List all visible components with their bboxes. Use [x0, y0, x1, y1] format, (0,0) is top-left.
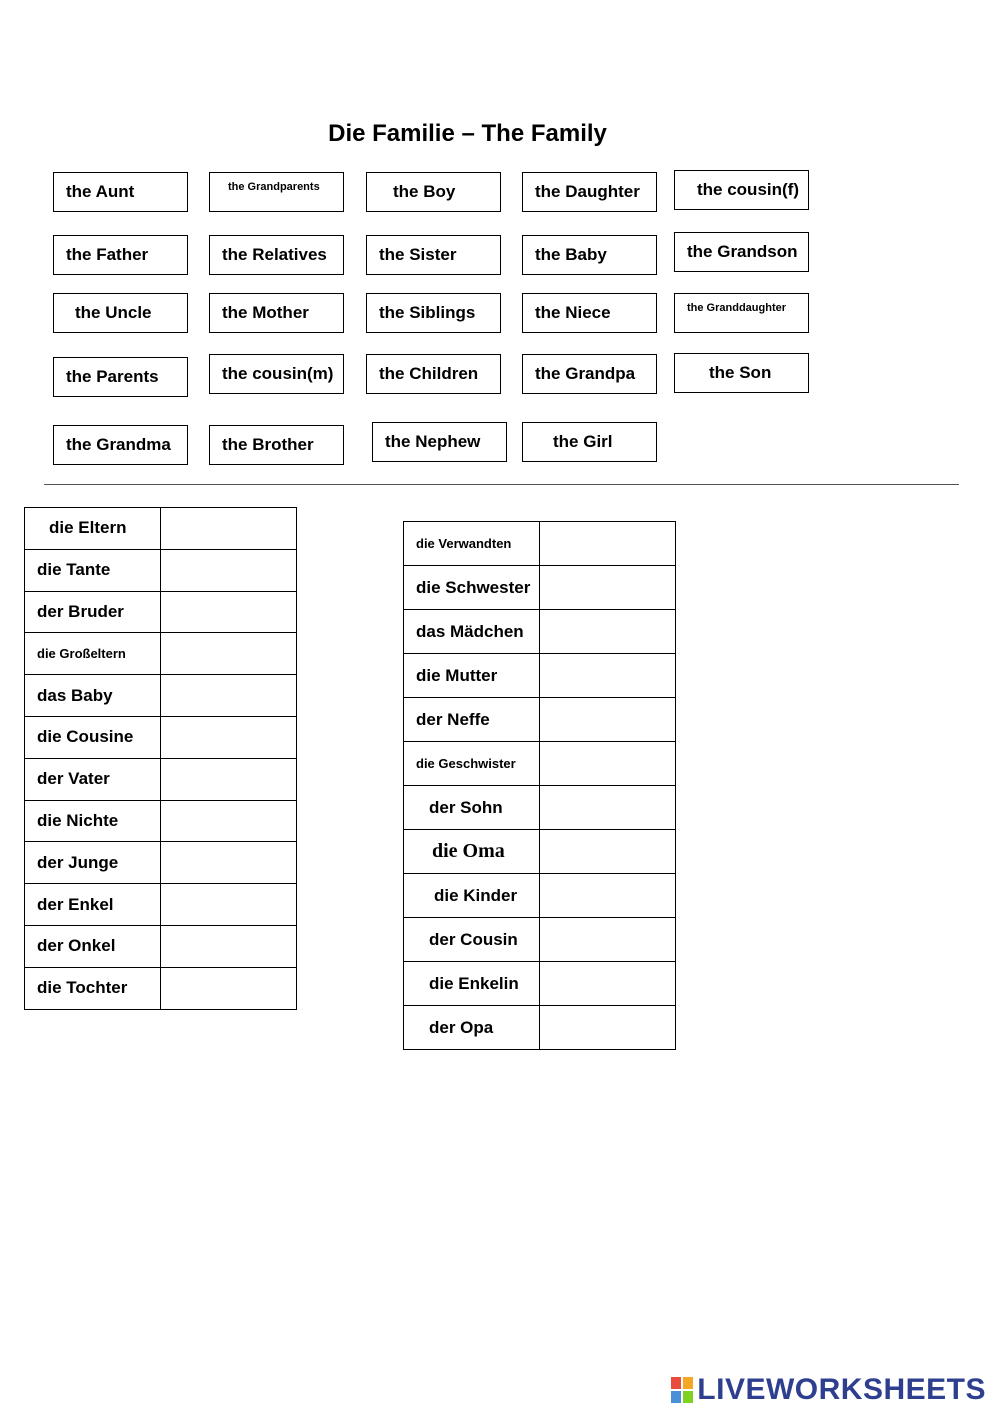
left-matching-table: [24, 507, 297, 1010]
answer-input[interactable]: [540, 700, 675, 740]
table-row: [25, 675, 297, 717]
answer-input[interactable]: [161, 550, 296, 590]
table-row: [404, 566, 676, 610]
word-bank-item[interactable]: the Granddaughter: [674, 293, 809, 333]
table-row: [25, 800, 297, 842]
logo-square: [683, 1377, 693, 1389]
answer-input[interactable]: [161, 592, 296, 632]
german-word: die Geschwister: [404, 742, 540, 786]
german-word: die Mutter: [404, 654, 540, 698]
answer-cell[interactable]: [540, 654, 676, 698]
german-word: die Tochter: [25, 967, 161, 1009]
logo-square: [683, 1391, 693, 1403]
word-bank-item[interactable]: the Grandson: [674, 232, 809, 272]
word-bank-item[interactable]: the Grandpa: [522, 354, 657, 394]
german-word: der Neffe: [404, 698, 540, 742]
answer-cell[interactable]: [540, 830, 676, 874]
answer-input[interactable]: [161, 968, 296, 1008]
answer-input[interactable]: [161, 885, 296, 925]
answer-cell[interactable]: [540, 918, 676, 962]
table-row: [404, 874, 676, 918]
answer-input[interactable]: [540, 1008, 675, 1048]
german-word: der Cousin: [404, 918, 540, 962]
word-bank-item[interactable]: the Uncle: [53, 293, 188, 333]
word-bank-item[interactable]: the Boy: [366, 172, 501, 212]
answer-cell[interactable]: [161, 967, 297, 1009]
german-word: die Enkelin: [404, 962, 540, 1006]
word-bank-item[interactable]: the Aunt: [53, 172, 188, 212]
answer-cell[interactable]: [540, 874, 676, 918]
answer-input[interactable]: [161, 717, 296, 757]
word-bank-item[interactable]: the Baby: [522, 235, 657, 275]
word-bank-item[interactable]: the Father: [53, 235, 188, 275]
answer-cell[interactable]: [540, 522, 676, 566]
answer-input[interactable]: [540, 744, 675, 784]
word-bank-item[interactable]: the Mother: [209, 293, 344, 333]
answer-cell[interactable]: [161, 508, 297, 550]
word-bank-item[interactable]: the Parents: [53, 357, 188, 397]
answer-input[interactable]: [540, 524, 675, 564]
answer-cell[interactable]: [540, 566, 676, 610]
answer-input[interactable]: [540, 876, 675, 916]
table-row: [25, 591, 297, 633]
answer-input[interactable]: [161, 801, 296, 841]
liveworksheets-logo: [671, 1373, 986, 1407]
table-row: [25, 884, 297, 926]
page-title: Die Familie – The Family: [328, 120, 607, 147]
word-bank-item[interactable]: the Niece: [522, 293, 657, 333]
table-row: [404, 830, 676, 874]
answer-cell[interactable]: [540, 786, 676, 830]
german-word: die Cousine: [25, 716, 161, 758]
word-bank-item[interactable]: the Daughter: [522, 172, 657, 212]
german-word: die Kinder: [404, 874, 540, 918]
word-bank-item[interactable]: the Son: [674, 353, 809, 393]
logo-square: [671, 1391, 681, 1403]
table-row: [404, 698, 676, 742]
section-divider: [44, 484, 959, 485]
word-bank-item[interactable]: the cousin(m): [209, 354, 344, 394]
answer-cell[interactable]: [540, 962, 676, 1006]
answer-input[interactable]: [161, 759, 296, 799]
word-bank-item[interactable]: the Children: [366, 354, 501, 394]
german-word: der Vater: [25, 758, 161, 800]
answer-cell[interactable]: [161, 925, 297, 967]
answer-cell[interactable]: [161, 675, 297, 717]
word-bank-item[interactable]: the Girl: [522, 422, 657, 462]
german-word: das Mädchen: [404, 610, 540, 654]
answer-input[interactable]: [540, 832, 675, 872]
german-word: der Bruder: [25, 591, 161, 633]
german-word: der Enkel: [25, 884, 161, 926]
table-row: [404, 654, 676, 698]
german-word: die Eltern: [25, 508, 161, 550]
german-word: der Sohn: [404, 786, 540, 830]
table-row: [25, 925, 297, 967]
table-row: [404, 1006, 676, 1050]
answer-input[interactable]: [540, 612, 675, 652]
german-word: der Onkel: [25, 925, 161, 967]
german-word: die Tante: [25, 549, 161, 591]
german-word: die Schwester: [404, 566, 540, 610]
table-row: [25, 633, 297, 675]
table-row: [404, 522, 676, 566]
table-row: [25, 508, 297, 550]
answer-input[interactable]: [161, 926, 296, 966]
answer-input[interactable]: [540, 656, 675, 696]
answer-cell[interactable]: [161, 758, 297, 800]
answer-cell[interactable]: [540, 1006, 676, 1050]
answer-input[interactable]: [161, 676, 296, 716]
word-bank-item[interactable]: the Sister: [366, 235, 501, 275]
german-word: die Großeltern: [25, 633, 161, 675]
answer-input[interactable]: [161, 634, 296, 674]
table-row: [25, 549, 297, 591]
answer-input[interactable]: [540, 788, 675, 828]
table-row: [404, 742, 676, 786]
table-row: [404, 610, 676, 654]
german-word: die Verwandten: [404, 522, 540, 566]
word-bank-item[interactable]: the Brother: [209, 425, 344, 465]
logo-text: LIVEWORKSHEETS: [697, 1373, 986, 1406]
answer-cell[interactable]: [161, 549, 297, 591]
answer-input[interactable]: [161, 843, 296, 883]
german-word: das Baby: [25, 675, 161, 717]
german-word: die Nichte: [25, 800, 161, 842]
logo-icon: [671, 1377, 693, 1403]
answer-cell[interactable]: [540, 698, 676, 742]
answer-input[interactable]: [540, 920, 675, 960]
table-row: [25, 716, 297, 758]
answer-cell[interactable]: [161, 800, 297, 842]
answer-input[interactable]: [161, 508, 296, 548]
word-bank-item[interactable]: the Grandma: [53, 425, 188, 465]
table-row: [25, 967, 297, 1009]
answer-cell[interactable]: [540, 610, 676, 654]
logo-square: [671, 1377, 681, 1389]
german-word: die Oma: [404, 830, 540, 874]
word-bank-item[interactable]: the Relatives: [209, 235, 344, 275]
german-word: der Opa: [404, 1006, 540, 1050]
table-row: [25, 758, 297, 800]
table-row: [25, 842, 297, 884]
answer-cell[interactable]: [161, 716, 297, 758]
table-row: [404, 786, 676, 830]
word-bank-item[interactable]: the Nephew: [372, 422, 507, 462]
word-bank-item[interactable]: the cousin(f): [674, 170, 809, 210]
answer-cell[interactable]: [161, 633, 297, 675]
answer-cell[interactable]: [161, 842, 297, 884]
right-matching-table: [403, 521, 676, 1050]
answer-input[interactable]: [540, 568, 675, 608]
answer-cell[interactable]: [161, 884, 297, 926]
word-bank-item[interactable]: the Grandparents: [209, 172, 344, 212]
answer-input[interactable]: [540, 964, 675, 1004]
answer-cell[interactable]: [540, 742, 676, 786]
german-word: der Junge: [25, 842, 161, 884]
table-row: [404, 918, 676, 962]
table-row: [404, 962, 676, 1006]
answer-cell[interactable]: [161, 591, 297, 633]
word-bank-item[interactable]: the Siblings: [366, 293, 501, 333]
